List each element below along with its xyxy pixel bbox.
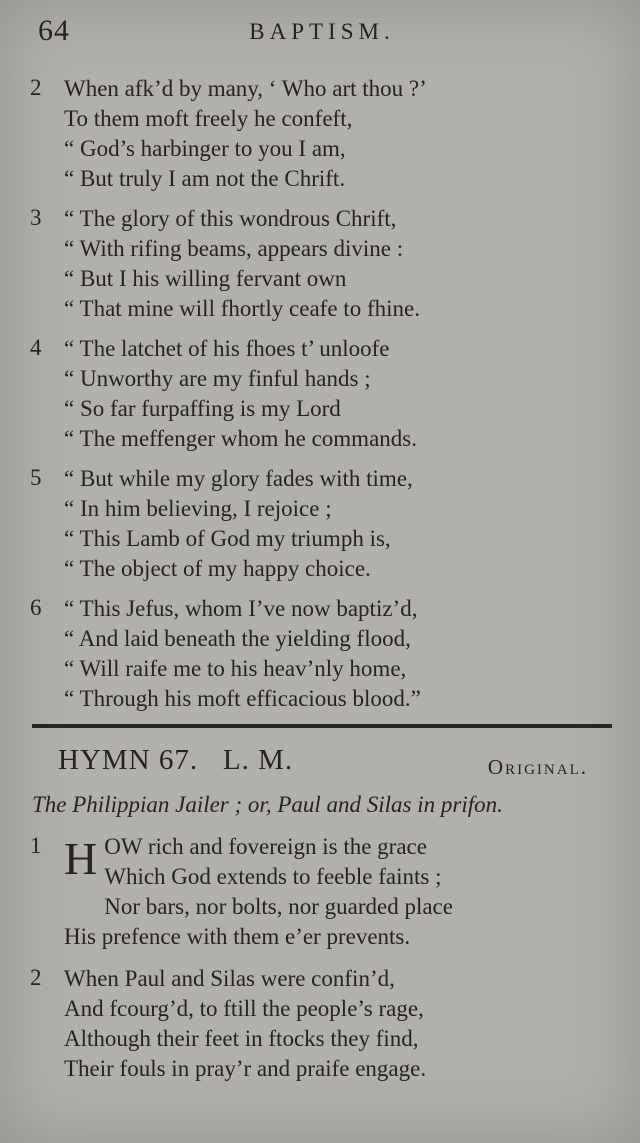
page-number: 64 (38, 14, 70, 47)
verse-line: “ The object of my happy choice. (64, 556, 371, 581)
verse-line: “ The meffenger whom he commands. (64, 426, 417, 451)
verse-line: Their fouls in pray’r and praife engage. (64, 1056, 427, 1081)
stanza-lines (64, 334, 614, 454)
verse-line: “ The glory of this wondrous Chrift, (64, 206, 397, 231)
verse-line: “ Will raife me to his heav’nly home, (64, 656, 407, 681)
hymn-heading-row (30, 744, 614, 782)
verse-line: “ This Jefus, whom I’ve now baptiz’d, (64, 596, 418, 621)
stanza-number: 1 (30, 833, 42, 858)
verse-line: Nor bars, nor bolts, nor guarded place (104, 894, 453, 919)
verse-line: “ So far furpaffing is my Lord (64, 396, 341, 421)
verse-line: Although their feet in ftocks they find, (64, 1026, 419, 1051)
stanza-lines (64, 594, 614, 714)
stanza-lines (64, 74, 614, 194)
verse-line: “ That mine will fhortly ceafe to fhine. (64, 296, 420, 321)
verse-line: “ Unworthy are my finful hands ; (64, 366, 371, 391)
verse-line: And fcourg’d, to ftill the people’s rage, (64, 996, 424, 1021)
stanza-number: 3 (30, 205, 42, 230)
stanza-number: 2 (30, 75, 42, 100)
section-divider (32, 724, 612, 728)
running-title: BAPTISM. (249, 19, 395, 44)
hymn-attribution: Original. (487, 755, 588, 779)
verse-line: To them moft freely he confeft, (64, 106, 353, 131)
verse-line: “ But I his willing fervant own (64, 266, 347, 291)
verse-line: Which God extends to feeble faints ; (104, 864, 442, 889)
drop-cap-initial: H (64, 833, 98, 884)
stanza-number: 4 (30, 335, 42, 360)
hymn-subtitle: The Philippian Jailer ; or, Paul and Silas in prifon. (32, 792, 503, 817)
stanza-number: 2 (30, 965, 42, 990)
stanza-lines (64, 204, 614, 324)
stanza-lines (64, 464, 614, 584)
verse-line: “ The latchet of his fhoes t’ unloofe (64, 336, 390, 361)
stanza-number: 5 (30, 465, 42, 490)
verse-line: “ In him believing, I rejoice ; (64, 496, 332, 521)
verse-line: When afk’d by many, ‘ Who art thou ?’ (64, 76, 427, 101)
verse-line: “ But truly I am not the Chrift. (64, 166, 346, 191)
stanza (30, 464, 614, 584)
verse-line: “ With rifing beams, appears divine : (64, 236, 404, 261)
stanza (30, 594, 614, 714)
stanza-number: 6 (30, 595, 42, 620)
verse-line: “ And laid beneath the yielding flood, (64, 626, 411, 651)
verse-line: “ This Lamb of God my triumph is, (64, 526, 391, 551)
verse-line: His prefence with them e’er prevents. (64, 924, 411, 949)
verse-line: “ Through his moft efficacious blood.” (64, 686, 421, 711)
stanza (30, 964, 614, 1084)
stanza-lines (64, 964, 614, 1084)
hymn-title: HYMN 67. L. M. (58, 744, 294, 776)
stanza-lines (64, 832, 614, 952)
stanza (30, 832, 614, 952)
verse-line: When Paul and Silas were confin’d, (64, 966, 395, 991)
stanza (30, 74, 614, 194)
stanza (30, 204, 614, 324)
stanza (30, 334, 614, 454)
verse-line: “ But while my glory fades with time, (64, 466, 413, 491)
verse-line: OW rich and fovereign is the grace (104, 834, 427, 859)
page-header (30, 14, 614, 58)
verse-line: “ God’s harbinger to you I am, (64, 136, 346, 161)
